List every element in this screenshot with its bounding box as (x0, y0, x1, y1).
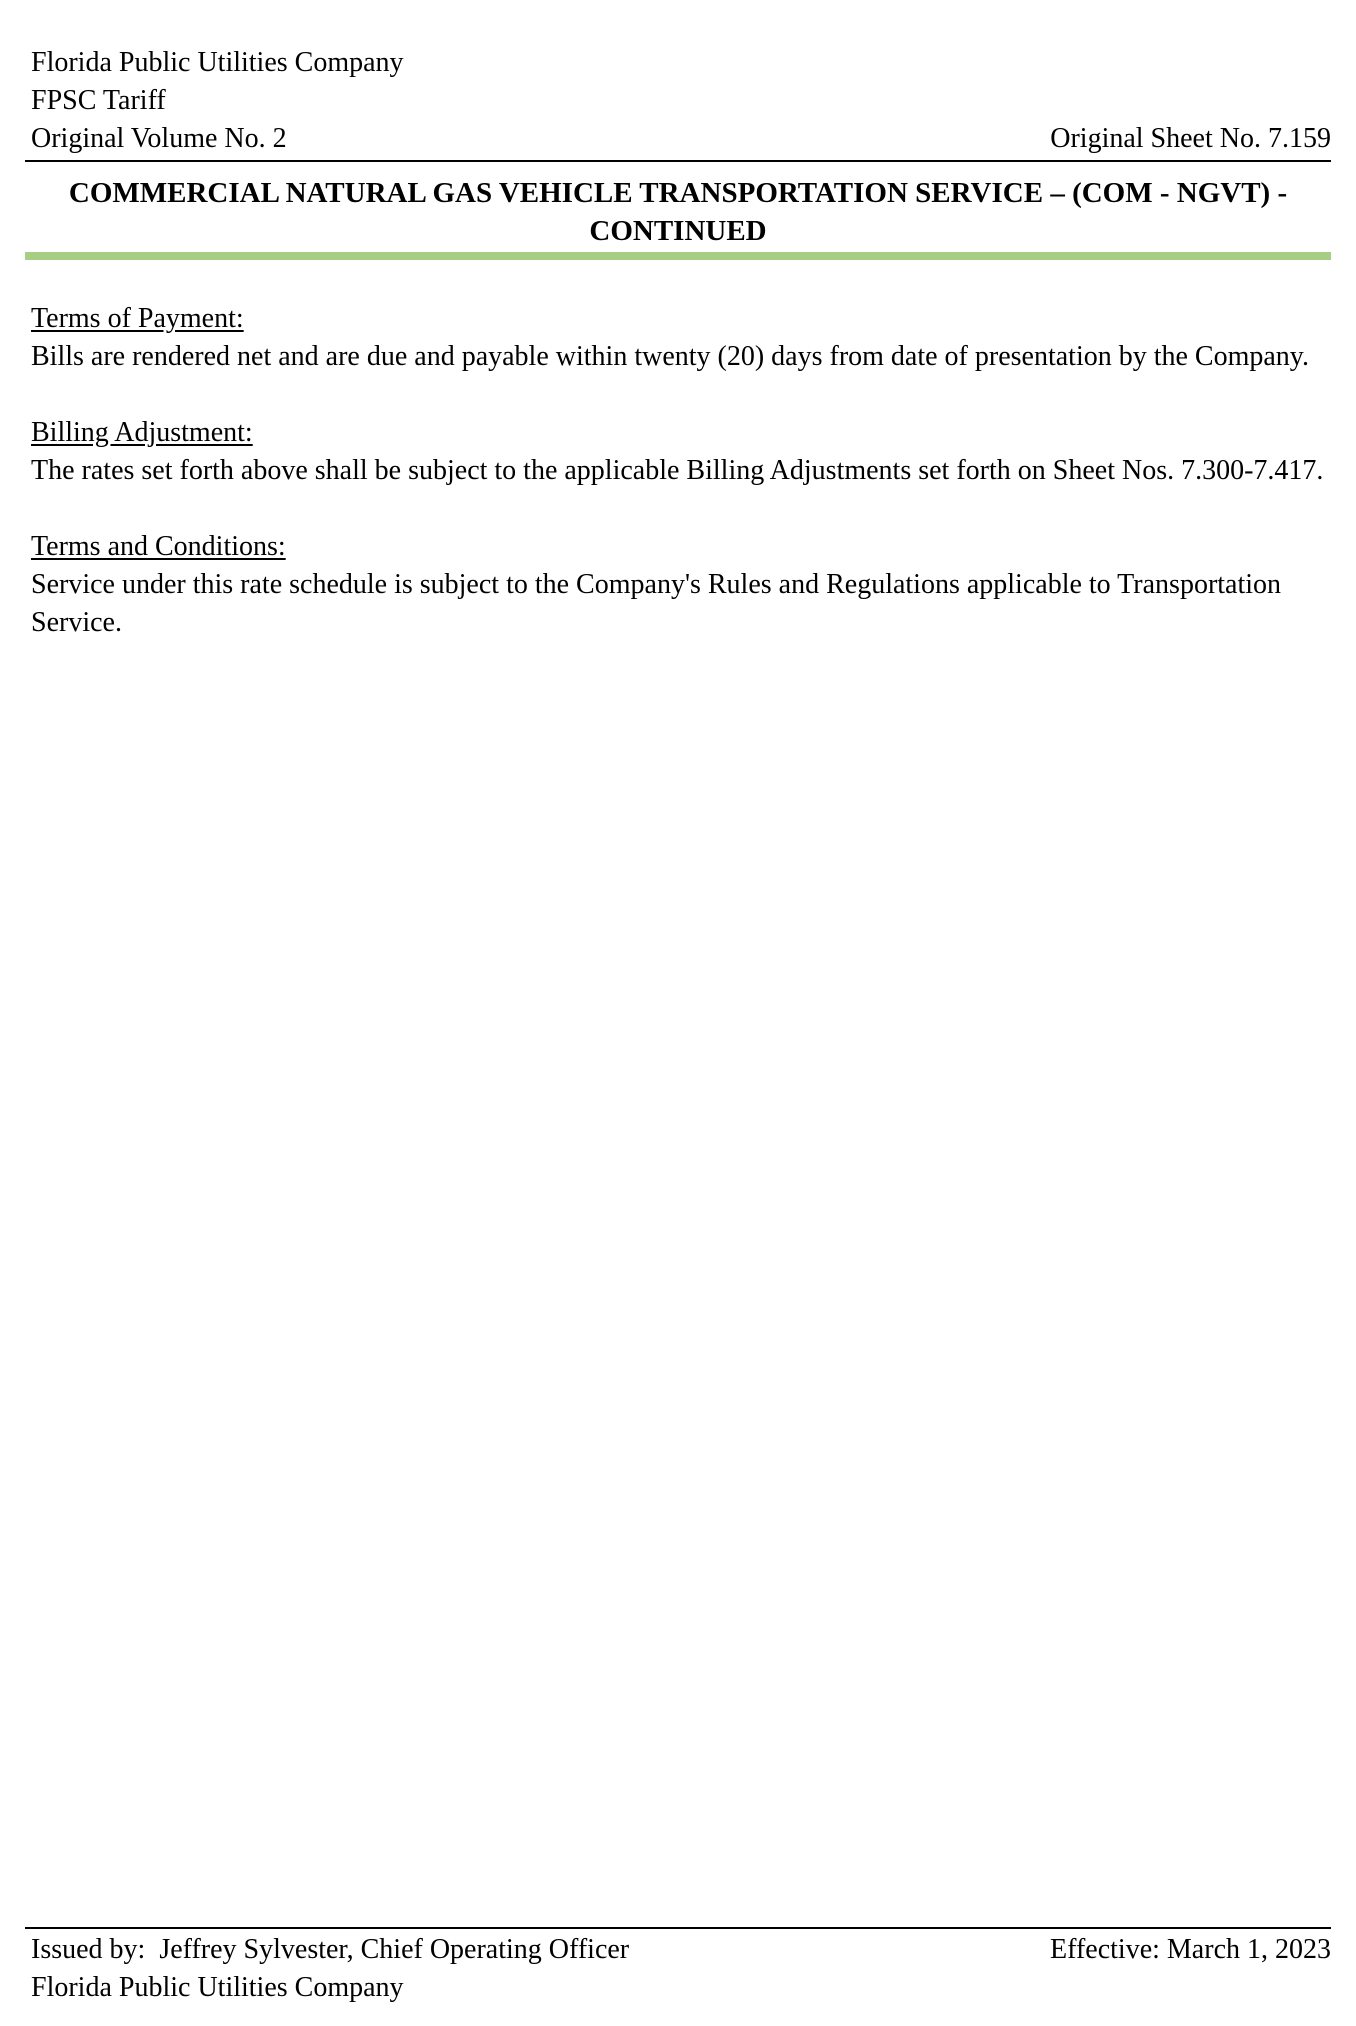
footer-company: Florida Public Utilities Company (31, 1972, 404, 2003)
section-terms-of-payment (31, 300, 1325, 376)
header-volume: Original Volume No. 2 (31, 123, 287, 154)
footer-block (31, 1931, 931, 2007)
footer-divider (25, 1927, 1331, 1929)
header-sheet-number: Original Sheet No. 7.159 (1050, 123, 1331, 154)
footer-issued-by: Issued by: Jeffrey Sylvester, Chief Operating Officer (31, 1934, 630, 1965)
section-body: Service under this rate schedule is subject to the Company's Rules and Regulations applicable to Transportation Service. (31, 569, 1282, 638)
footer-effective-date: Effective: March 1, 2023 (1050, 1934, 1331, 1965)
header-block (31, 44, 731, 158)
title-accent-rule (25, 252, 1331, 260)
section-billing-adjustment (31, 414, 1325, 490)
header-divider (25, 160, 1331, 162)
section-body: The rates set forth above shall be subject to the applicable Billing Adjustments set forth on Sheet Nos. 7.300-7.417. (31, 455, 1324, 486)
section-heading: Terms of Payment: (31, 303, 244, 334)
section-heading: Terms and Conditions: (31, 531, 286, 562)
header-company: Florida Public Utilities Company (31, 47, 404, 78)
header-tariff: FPSC Tariff (31, 85, 166, 116)
page-title: COMMERCIAL NATURAL GAS VEHICLE TRANSPORTATION SERVICE – (COM - NGVT) - CONTINUED (68, 177, 1288, 247)
section-heading: Billing Adjustment: (31, 417, 253, 448)
section-terms-and-conditions (31, 528, 1325, 642)
section-body: Bills are rendered net and are due and payable within twenty (20) days from date of presentation by the Company. (31, 341, 1309, 372)
body-content (31, 300, 1325, 680)
